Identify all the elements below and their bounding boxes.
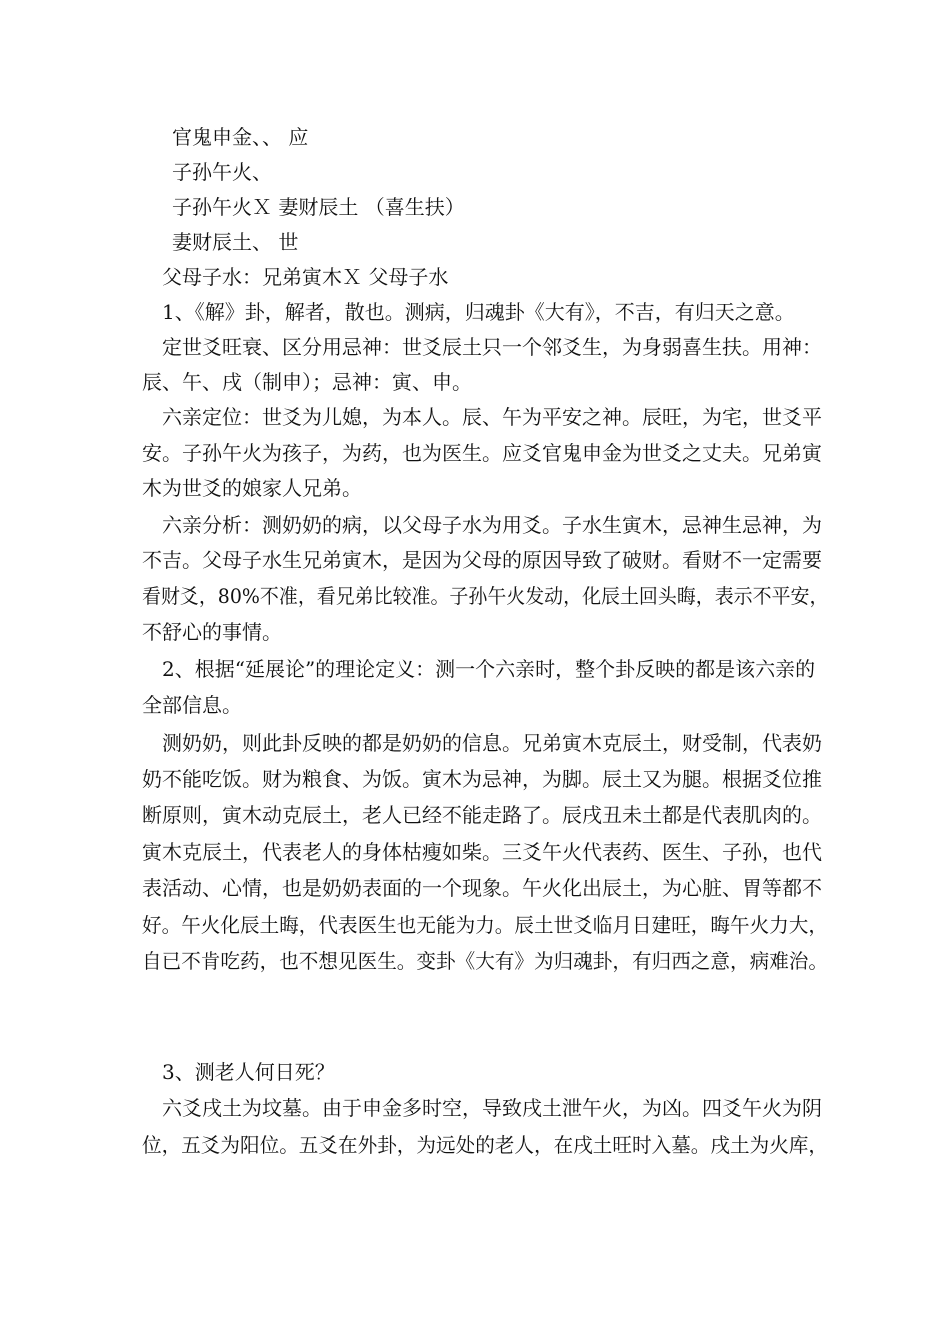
- text-line: 看财爻，80%不准，看兄弟比较准。子孙午火发动，化辰土回头晦，表示不平安，: [142, 584, 829, 608]
- text-line: 六亲定位：世爻为儿媳，为本人。辰、午为平安之神。辰旺，为宅，世爻平: [162, 405, 822, 429]
- text-line: 子孙午火、: [172, 160, 272, 184]
- text-line: 辰、午、戌（制申）；忌神：寅、申。: [142, 370, 472, 394]
- text-line: 位，五爻为阳位。五爻在外卦，为远处的老人，在戌土旺时入墓。戌土为火库，: [142, 1133, 828, 1157]
- text-line: 表活动、心情，也是奶奶表面的一个现象。午火化出辰土，为心脏、胃等都不: [142, 876, 822, 900]
- text-line: 3、测老人何日死？: [162, 1060, 335, 1084]
- text-line: 寅木克辰土，代表老人的身体枯瘦如柴。三爻午火代表药、医生、子孙，也代: [142, 840, 822, 864]
- text-line: 好。午火化辰土晦，代表医生也无能为力。辰土世爻临月日建旺，晦午火力大，: [142, 913, 828, 937]
- text-line: 定世爻旺衰、区分用忌神：世爻辰土只一个邻爻生，为身弱喜生扶。用神：: [162, 335, 822, 359]
- text-line: 木为世爻的娘家人兄弟。: [142, 476, 362, 500]
- text-line: 2、根据“延展论”的理论定义：测一个六亲时，整个卦反映的都是该六亲的: [162, 657, 816, 681]
- text-line: 1、《解》卦，解者，散也。测病，归魂卦《大有》，不吉，有归天之意。: [162, 300, 795, 324]
- text-line: 不吉。父母子水生兄弟寅木，是因为父母的原因导致了破财。看财不一定需要: [142, 548, 822, 572]
- text-line: 安。子孙午火为孩子，为药，也为医生。应爻官鬼申金为世爻之丈夫。兄弟寅: [142, 441, 822, 465]
- text-line: 不舒心的事情。: [142, 620, 282, 644]
- text-line: 妻财辰土、 世: [172, 230, 299, 254]
- text-line: 全部信息。: [142, 693, 242, 717]
- text-line: 父母子水：兄弟寅木Ｘ 父母子水: [162, 265, 449, 289]
- text-line: 子孙午火Ｘ 妻财辰土 （喜生扶）: [172, 195, 465, 219]
- text-line: 官鬼申金、、 应: [172, 125, 309, 149]
- text-line: 测奶奶，则此卦反映的都是奶奶的信息。兄弟寅木克辰土，财受制，代表奶: [162, 731, 822, 755]
- text-line: 自已不肯吃药，也不想见医生。变卦《大有》为归魂卦，有归西之意，病难治。: [142, 949, 828, 973]
- text-line: 六爻戌土为坟墓。由于申金多时空，导致戌土泄午火，为凶。四爻午火为阴: [162, 1096, 822, 1120]
- text-line: 奶不能吃饭。财为粮食、为饭。寅木为忌神，为脚。辰土又为腿。根据爻位推: [142, 767, 822, 791]
- text-line: 断原则，寅木动克辰土，老人已经不能走路了。辰戌丑未土都是代表肌肉的。: [142, 803, 822, 827]
- text-line: 六亲分析：测奶奶的病，以父母子水为用爻。子水生寅木，忌神生忌神，为: [162, 513, 822, 537]
